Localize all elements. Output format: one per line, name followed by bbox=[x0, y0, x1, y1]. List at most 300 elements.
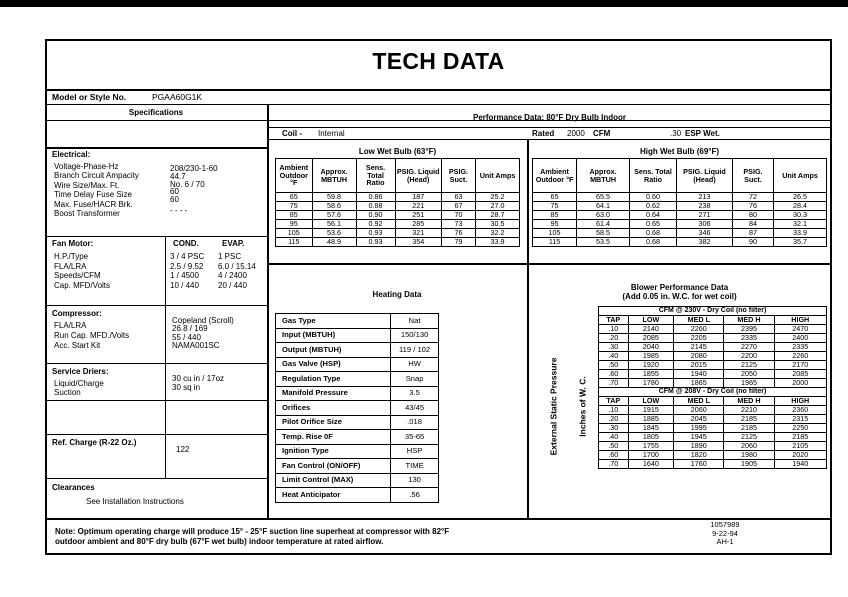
table-cell: 1945 bbox=[674, 433, 724, 442]
table-cell: 95 bbox=[533, 220, 577, 229]
table-cell: Gas Valve (HSP) bbox=[276, 357, 391, 372]
table-row bbox=[533, 193, 827, 202]
table-row bbox=[276, 372, 520, 387]
group-230-title: CFM @ 230V - Dry Coil (no filter) bbox=[599, 307, 827, 316]
table-cell: 58.5 bbox=[577, 229, 630, 238]
table-row bbox=[276, 401, 520, 416]
table-row bbox=[276, 386, 520, 401]
table-cell: 79 bbox=[441, 238, 475, 247]
table-cell: 84 bbox=[732, 220, 773, 229]
ref-charge-label: Ref. Charge (R-22 Oz.) bbox=[52, 438, 137, 447]
table-cell: 59.8 bbox=[312, 193, 356, 202]
rated-value: 2000 bbox=[567, 129, 585, 138]
fan-cond-value: 3 / 4 PSC bbox=[170, 252, 205, 261]
rule-spec-divider bbox=[267, 104, 269, 518]
doc-date: 9-22-94 bbox=[712, 528, 738, 538]
compressor-value: 55 / 440 bbox=[172, 332, 201, 342]
table-cell: 30.5 bbox=[476, 220, 520, 229]
table-cell: .30 bbox=[599, 343, 629, 352]
table-cell: .40 bbox=[599, 352, 629, 361]
table-cell: 57.6 bbox=[312, 211, 356, 220]
rule-spec-body bbox=[45, 147, 267, 149]
fan-cond-header: COND. bbox=[173, 239, 199, 248]
table-cell: 271 bbox=[677, 211, 733, 220]
table-cell: 2085 bbox=[628, 334, 674, 343]
table-cell: 1780 bbox=[628, 379, 674, 388]
table-cell: 2335 bbox=[724, 334, 774, 343]
table-cell: TIME bbox=[390, 459, 439, 474]
table-cell: 0.92 bbox=[356, 220, 395, 229]
table-cell: 0.68 bbox=[630, 238, 677, 247]
table-cell: 354 bbox=[395, 238, 441, 247]
fan-evap-value: 20 / 440 bbox=[218, 280, 247, 290]
table-cell-empty bbox=[439, 328, 520, 343]
table-cell: 65 bbox=[533, 193, 577, 202]
table-cell: 105 bbox=[276, 229, 313, 238]
low-wet-bulb-title: Low Wet Bulb (63°F) bbox=[358, 147, 437, 156]
compressor-label: Acc. Start Kit bbox=[54, 341, 101, 350]
model-label: Model or Style No. bbox=[52, 92, 127, 102]
table-cell: Temp. Rise 0F bbox=[276, 430, 391, 445]
coil-label: Coil - bbox=[282, 129, 302, 138]
table-cell: 1915 bbox=[628, 406, 674, 415]
table-row bbox=[599, 433, 827, 442]
table-cell: 2145 bbox=[674, 343, 724, 352]
table-cell: Nat bbox=[390, 314, 439, 329]
table-cell: 2040 bbox=[628, 343, 674, 352]
table-cell: 1940 bbox=[674, 370, 724, 379]
table-cell: 2125 bbox=[724, 433, 774, 442]
table-row bbox=[533, 220, 827, 229]
table-cell: .20 bbox=[599, 415, 629, 424]
fan-motor-label: Cap. MFD/Volts bbox=[54, 280, 111, 290]
col-mbtuh: Approx. MBTUH bbox=[577, 159, 630, 193]
table-cell: 33.9 bbox=[774, 229, 827, 238]
table-cell: 2335 bbox=[774, 343, 826, 352]
col-amps: Unit Amps bbox=[774, 159, 827, 193]
heating-body bbox=[276, 314, 520, 503]
table-cell: 2185 bbox=[724, 415, 774, 424]
table-cell: Heat Anticipator bbox=[276, 488, 391, 503]
col-low: LOW bbox=[628, 397, 674, 406]
table-row bbox=[276, 473, 520, 488]
table-cell: 28.7 bbox=[476, 211, 520, 220]
table-cell-empty bbox=[439, 386, 520, 401]
electrical-heading: Electrical: bbox=[52, 150, 91, 159]
table-cell: 56.1 bbox=[312, 220, 356, 229]
table-cell: 2315 bbox=[774, 415, 826, 424]
electrical-label: Branch Circuit Ampacity bbox=[54, 171, 139, 181]
table-cell: 1885 bbox=[628, 415, 674, 424]
esp-label: ESP Wet. bbox=[685, 129, 720, 138]
table-cell: .018 bbox=[390, 415, 439, 430]
table-cell: 0.62 bbox=[630, 202, 677, 211]
col-med-h: MED H bbox=[724, 397, 774, 406]
compressor-heading: Compressor: bbox=[52, 309, 102, 318]
table-cell-empty bbox=[439, 314, 520, 329]
table-cell: .70 bbox=[599, 379, 629, 388]
footnote-line1: Note: Optimum operating charge will produce 15° - 25°F suction line superheat at compressor with 82°F bbox=[55, 527, 450, 536]
table-cell: 25.2 bbox=[476, 193, 520, 202]
table-cell: 382 bbox=[677, 238, 733, 247]
table-cell: 1940 bbox=[774, 460, 826, 469]
table-cell: Input (MBTUH) bbox=[276, 328, 391, 343]
service-driers-labels bbox=[54, 379, 104, 397]
table-cell: 32.1 bbox=[774, 220, 827, 229]
table-row bbox=[276, 202, 520, 211]
table-cell: 130 bbox=[390, 473, 439, 488]
table-cell: 67 bbox=[441, 202, 475, 211]
fan-evap-value: 1 PSC bbox=[218, 252, 242, 261]
table-cell: .30 bbox=[599, 424, 629, 433]
col-med-l: MED L bbox=[674, 316, 724, 325]
table-cell: 1855 bbox=[628, 370, 674, 379]
table-cell: 1760 bbox=[674, 460, 724, 469]
table-cell: 2020 bbox=[774, 451, 826, 460]
table-cell: 1865 bbox=[674, 379, 724, 388]
table-cell: 0.88 bbox=[356, 202, 395, 211]
table-cell: 213 bbox=[677, 193, 733, 202]
table-cell: 0.65 bbox=[630, 220, 677, 229]
table-row bbox=[599, 334, 827, 343]
table-cell: Orifices bbox=[276, 401, 391, 416]
table-cell: 1980 bbox=[724, 451, 774, 460]
rule-perf-bottom bbox=[267, 263, 832, 265]
table-header-row bbox=[276, 159, 520, 193]
rule-driers bbox=[45, 363, 267, 364]
fan-evap-value: 6.0 / 15.14 bbox=[218, 261, 256, 271]
compressor-label: FLA/LRA bbox=[54, 321, 87, 330]
clearances-label: Clearances bbox=[52, 483, 95, 492]
table-cell: 2400 bbox=[774, 334, 826, 343]
table-row bbox=[533, 229, 827, 238]
table-row bbox=[599, 424, 827, 433]
table-row bbox=[599, 343, 827, 352]
table-row bbox=[276, 193, 520, 202]
table-cell: 73 bbox=[441, 220, 475, 229]
table-cell-empty bbox=[439, 343, 520, 358]
group-230-row bbox=[599, 307, 827, 316]
table-cell: 187 bbox=[395, 193, 441, 202]
fan-motor-labels bbox=[54, 252, 110, 290]
table-cell: .40 bbox=[599, 433, 629, 442]
table-cell: 76 bbox=[732, 202, 773, 211]
table-cell: 2185 bbox=[774, 433, 826, 442]
table-cell: 321 bbox=[395, 229, 441, 238]
table-cell: 2205 bbox=[674, 334, 724, 343]
rule-coil bbox=[267, 139, 832, 140]
table-cell: 0.93 bbox=[356, 238, 395, 247]
electrical-value: 60 bbox=[170, 187, 179, 197]
table-cell: 61.4 bbox=[577, 220, 630, 229]
blower-header-line1: Blower Performance Data bbox=[630, 283, 729, 292]
table-cell: 63 bbox=[441, 193, 475, 202]
table-cell: 75 bbox=[276, 202, 313, 211]
cfm-label: CFM bbox=[593, 129, 611, 138]
blower-header-line2: (Add 0.05 in. W.C. for wet coil) bbox=[622, 292, 737, 301]
col-mbtuh: Approx. MBTUH bbox=[312, 159, 356, 193]
table-cell: 1920 bbox=[628, 361, 674, 370]
table-header-row bbox=[533, 159, 827, 193]
rule-model bbox=[45, 104, 832, 105]
performance-header: Performance Data: 80°F Dry Bulb Indoor bbox=[472, 113, 626, 122]
blower-header-row bbox=[599, 316, 827, 325]
table-row bbox=[599, 442, 827, 451]
col-amps: Unit Amps bbox=[476, 159, 520, 193]
electrical-label: Voltage-Phase-Hz bbox=[54, 162, 119, 171]
table-cell: Regulation Type bbox=[276, 372, 391, 387]
table-cell: Snap bbox=[390, 372, 439, 387]
specifications-header: Specifications bbox=[128, 108, 184, 117]
col-ratio: Sens. Total Ratio bbox=[630, 159, 677, 193]
table-cell: 1905 bbox=[724, 460, 774, 469]
table-row bbox=[276, 444, 520, 459]
table-cell: 28.4 bbox=[774, 202, 827, 211]
electrical-value: No. 6 / 70 bbox=[170, 179, 205, 189]
col-ratio: Sens. Total Ratio bbox=[356, 159, 395, 193]
fan-evap-value: 4 / 2400 bbox=[218, 271, 247, 280]
table-cell: 105 bbox=[533, 229, 577, 238]
table-cell: 2210 bbox=[724, 406, 774, 415]
table-cell: 115 bbox=[533, 238, 577, 247]
table-cell: .70 bbox=[599, 460, 629, 469]
compressor-value: 26.8 / 169 bbox=[172, 324, 208, 334]
table-row bbox=[599, 352, 827, 361]
table-row bbox=[276, 343, 520, 358]
table-cell: .20 bbox=[599, 334, 629, 343]
fan-cond-value: 1 / 4500 bbox=[170, 271, 199, 280]
electrical-value: 60 bbox=[170, 195, 179, 205]
low-wet-bulb-body bbox=[276, 193, 520, 247]
table-cell: 2250 bbox=[774, 424, 826, 433]
table-cell: 1890 bbox=[674, 442, 724, 451]
table-cell: 221 bbox=[395, 202, 441, 211]
table-cell: 65 bbox=[276, 193, 313, 202]
fan-evap-values bbox=[218, 252, 256, 290]
table-cell: 0.60 bbox=[630, 193, 677, 202]
col-suct: PSIG. Suct. bbox=[441, 159, 475, 193]
table-cell: 2395 bbox=[724, 325, 774, 334]
table-cell: 2050 bbox=[724, 370, 774, 379]
table-row bbox=[276, 220, 520, 229]
page-title: TECH DATA bbox=[372, 48, 505, 74]
table-row bbox=[599, 415, 827, 424]
table-cell-empty bbox=[439, 372, 520, 387]
inches-wc-label: Inches of W. C. bbox=[577, 376, 588, 437]
ref-charge-value: 122 bbox=[176, 445, 190, 454]
drier-label: Suction bbox=[54, 388, 81, 397]
heating-header: Heating Data bbox=[372, 290, 422, 299]
table-row bbox=[276, 459, 520, 474]
group-208-row bbox=[599, 388, 827, 397]
doc-number: 1057989 bbox=[710, 520, 740, 529]
table-cell: 43/45 bbox=[390, 401, 439, 416]
col-med-l: MED L bbox=[674, 397, 724, 406]
table-cell: .50 bbox=[599, 442, 629, 451]
electrical-label: Wire Size/Max. Ft. bbox=[54, 180, 120, 190]
blower-230-body bbox=[599, 325, 827, 388]
table-row bbox=[533, 202, 827, 211]
low-wet-bulb-table bbox=[275, 158, 520, 247]
table-cell: HSP bbox=[390, 444, 439, 459]
electrical-value: - - - - bbox=[170, 205, 188, 215]
table-cell: 85 bbox=[533, 211, 577, 220]
table-cell: 2125 bbox=[724, 361, 774, 370]
table-cell: .60 bbox=[599, 370, 629, 379]
table-row bbox=[276, 328, 520, 343]
table-row bbox=[276, 211, 520, 220]
table-cell: 2105 bbox=[774, 442, 826, 451]
table-row bbox=[533, 238, 827, 247]
table-row bbox=[276, 314, 520, 329]
clearances-value: See Installation Instructions bbox=[86, 497, 184, 506]
electrical-value: 44.7 bbox=[170, 171, 186, 181]
blower-table bbox=[598, 306, 827, 469]
table-cell-empty bbox=[439, 415, 520, 430]
table-cell: 72 bbox=[732, 193, 773, 202]
table-cell: 2260 bbox=[774, 352, 826, 361]
table-row bbox=[599, 370, 827, 379]
fan-motor-label: H.P./Type bbox=[54, 252, 89, 261]
table-cell: 0.68 bbox=[630, 229, 677, 238]
table-cell-empty bbox=[439, 444, 520, 459]
esp-value: .30 bbox=[670, 129, 682, 138]
col-tap: TAP bbox=[599, 316, 629, 325]
footnote-line2: outdoor ambient and 80°F dry bulb (67°F wet bulb) indoor temperature at rated airflow. bbox=[55, 537, 384, 546]
table-cell: 80 bbox=[732, 211, 773, 220]
table-cell: 0.86 bbox=[356, 193, 395, 202]
table-cell: 285 bbox=[395, 220, 441, 229]
table-cell: .56 bbox=[390, 488, 439, 503]
table-cell: 33.9 bbox=[476, 238, 520, 247]
table-cell: 32.2 bbox=[476, 229, 520, 238]
table-cell: Limit Control (MAX) bbox=[276, 473, 391, 488]
table-cell: 70 bbox=[441, 211, 475, 220]
table-row bbox=[599, 325, 827, 334]
rule-spec-col bbox=[165, 236, 166, 478]
table-cell: 0.64 bbox=[630, 211, 677, 220]
table-cell: 1820 bbox=[674, 451, 724, 460]
table-cell: 26.5 bbox=[774, 193, 827, 202]
fan-motor-label: FLA/LRA bbox=[54, 261, 87, 271]
fan-cond-value: 2.5 / 9.52 bbox=[170, 261, 204, 271]
footnote bbox=[55, 527, 449, 547]
table-cell: 2470 bbox=[774, 325, 826, 334]
table-cell: 2060 bbox=[724, 442, 774, 451]
table-cell: 2360 bbox=[774, 406, 826, 415]
table-cell: .10 bbox=[599, 325, 629, 334]
rule-fan bbox=[45, 236, 267, 237]
external-static-pressure-label: External Static Pressure bbox=[548, 357, 559, 456]
table-cell: 35-65 bbox=[390, 430, 439, 445]
fan-motor-label: Speeds/CFM bbox=[54, 271, 101, 280]
table-row bbox=[599, 460, 827, 469]
electrical-labels bbox=[54, 162, 139, 218]
table-row bbox=[276, 238, 520, 247]
table-cell: 115 bbox=[276, 238, 313, 247]
electrical-label: Max. Fuse/HACR Brk. bbox=[54, 199, 133, 209]
rule-perf-header bbox=[267, 127, 832, 128]
compressor-labels bbox=[54, 321, 129, 351]
table-cell: 1845 bbox=[628, 424, 674, 433]
table-cell: 2045 bbox=[674, 415, 724, 424]
table-cell-empty bbox=[439, 473, 520, 488]
table-row bbox=[276, 430, 520, 445]
table-cell: Ignition Type bbox=[276, 444, 391, 459]
col-ambient: Ambient Outdoor °F bbox=[533, 159, 577, 193]
table-cell: Manifold Pressure bbox=[276, 386, 391, 401]
table-row bbox=[276, 357, 520, 372]
table-cell: 90 bbox=[732, 238, 773, 247]
table-cell: 76 bbox=[441, 229, 475, 238]
col-low: LOW bbox=[628, 316, 674, 325]
table-cell: 87 bbox=[732, 229, 773, 238]
table-cell: 63.0 bbox=[577, 211, 630, 220]
fan-cond-values bbox=[170, 252, 204, 290]
table-cell: .10 bbox=[599, 406, 629, 415]
table-cell-empty bbox=[439, 488, 520, 503]
table-cell: 2140 bbox=[628, 325, 674, 334]
col-ambient: Ambient Outdoor °F bbox=[276, 159, 313, 193]
table-cell: 2270 bbox=[724, 343, 774, 352]
table-cell: 0.90 bbox=[356, 211, 395, 220]
table-cell: 95 bbox=[276, 220, 313, 229]
table-cell: Gas Type bbox=[276, 314, 391, 329]
table-row bbox=[599, 361, 827, 370]
table-cell: 2080 bbox=[674, 352, 724, 361]
table-cell: 1965 bbox=[724, 379, 774, 388]
col-tap: TAP bbox=[599, 397, 629, 406]
compressor-brand: Copeland (Scroll) bbox=[172, 316, 234, 325]
table-row bbox=[276, 229, 520, 238]
electrical-values bbox=[170, 165, 218, 215]
table-cell: 65.5 bbox=[577, 193, 630, 202]
table-row bbox=[599, 451, 827, 460]
table-cell: HW bbox=[390, 357, 439, 372]
table-cell: Pilot Orifice Size bbox=[276, 415, 391, 430]
table-cell-empty bbox=[439, 459, 520, 474]
table-cell: 119 / 102 bbox=[390, 343, 439, 358]
col-suct: PSIG. Suct. bbox=[732, 159, 773, 193]
fan-motor-heading: Fan Motor: bbox=[52, 239, 94, 248]
table-cell: 1985 bbox=[628, 352, 674, 361]
table-cell: Fan Control (ON/OFF) bbox=[276, 459, 391, 474]
high-wet-bulb-title: High Wet Bulb (69°F) bbox=[639, 147, 720, 156]
fan-cond-value: 10 / 440 bbox=[170, 280, 199, 290]
col-liquid: PSIG. Liquid (Head) bbox=[395, 159, 441, 193]
table-cell: 1805 bbox=[628, 433, 674, 442]
electrical-label: Time Delay Fuse Size bbox=[54, 190, 132, 200]
table-cell: 64.1 bbox=[577, 202, 630, 211]
table-cell: 53.6 bbox=[312, 229, 356, 238]
coil-value: Internal bbox=[318, 129, 345, 138]
table-cell: 2085 bbox=[774, 370, 826, 379]
high-wet-bulb-table bbox=[532, 158, 827, 247]
document-codes bbox=[700, 521, 750, 547]
table-cell: 0.93 bbox=[356, 229, 395, 238]
table-cell: 150/130 bbox=[390, 328, 439, 343]
table-row bbox=[599, 379, 827, 388]
compressor-label: Run Cap. MFD./Volts bbox=[54, 331, 130, 340]
table-cell: 1995 bbox=[674, 424, 724, 433]
rule-clear bbox=[45, 478, 267, 479]
doc-sheet: AH-1 bbox=[716, 537, 734, 546]
table-cell: 306 bbox=[677, 220, 733, 229]
rule-title bbox=[45, 89, 832, 91]
table-cell: 30.3 bbox=[774, 211, 827, 220]
rated-label: Rated bbox=[532, 129, 555, 138]
col-high: HIGH bbox=[774, 316, 826, 325]
